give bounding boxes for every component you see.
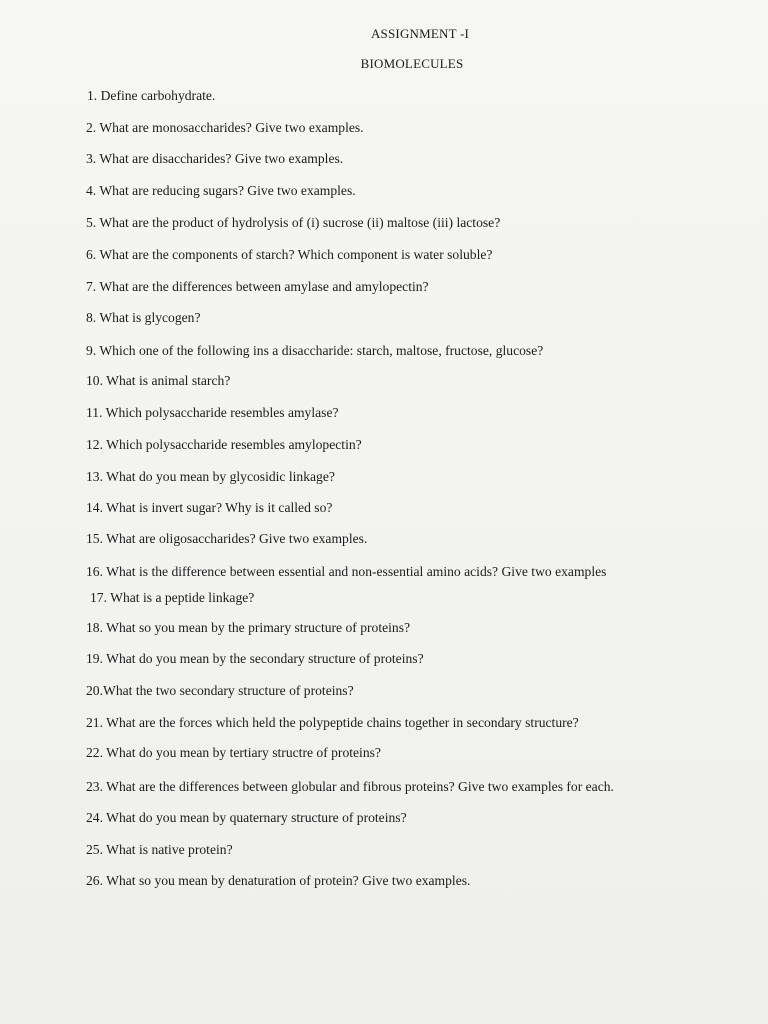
question-item: 24. What do you mean by quaternary structure of proteins? — [86, 810, 407, 825]
question-item: 19. What do you mean by the secondary structure of proteins? — [86, 651, 424, 666]
question-item: 8. What is glycogen? — [86, 310, 201, 325]
assignment-title: ASSIGNMENT -I — [370, 26, 470, 41]
question-item: 23. What are the differences between globular and fibrous proteins? Give two examples for each. — [86, 779, 614, 794]
question-item: 22. What do you mean by tertiary structre of proteins? — [86, 745, 381, 760]
question-item: 14. What is invert sugar? Why is it called so? — [86, 500, 333, 515]
question-item: 21. What are the forces which held the polypeptide chains together in secondary structure? — [86, 715, 579, 730]
question-item: 10. What is animal starch? — [86, 373, 231, 388]
question-item: 3. What are disaccharides? Give two examples. — [86, 151, 344, 166]
question-item: 17. What is a peptide linkage? — [90, 590, 255, 605]
question-item: 13. What do you mean by glycosidic linkage? — [86, 469, 335, 484]
question-item: 6. What are the components of starch? Which component is water soluble? — [86, 247, 493, 262]
question-item: 25. What is native protein? — [86, 842, 233, 857]
question-item: 12. Which polysaccharide resembles amylopectin? — [86, 437, 362, 452]
question-item: 4. What are reducing sugars? Give two examples. — [86, 183, 356, 198]
question-item: 9. Which one of the following ins a disaccharide: starch, maltose, fructose, glucose? — [86, 343, 544, 358]
question-item: 5. What are the product of hydrolysis of (i) sucrose (ii) maltose (iii) lactose? — [86, 215, 501, 230]
question-item: 2. What are monosaccharides? Give two examples. — [86, 120, 364, 135]
question-item: 18. What so you mean by the primary structure of proteins? — [86, 620, 411, 635]
question-item: 7. What are the differences between amylase and amylopectin? — [86, 279, 429, 294]
question-item: 1. Define carbohydrate. — [87, 88, 216, 103]
topic-subtitle: BIOMOLECULES — [360, 56, 464, 71]
question-item: 15. What are oligosaccharides? Give two examples. — [86, 531, 368, 546]
question-item: 16. What is the difference between essential and non-essential amino acids? Give two examples — [86, 564, 607, 579]
question-item: 26. What so you mean by denaturation of protein? Give two examples. — [86, 873, 471, 888]
question-item: 20.What the two secondary structure of proteins? — [86, 683, 354, 698]
question-item: 11. Which polysaccharide resembles amylase? — [86, 405, 339, 420]
